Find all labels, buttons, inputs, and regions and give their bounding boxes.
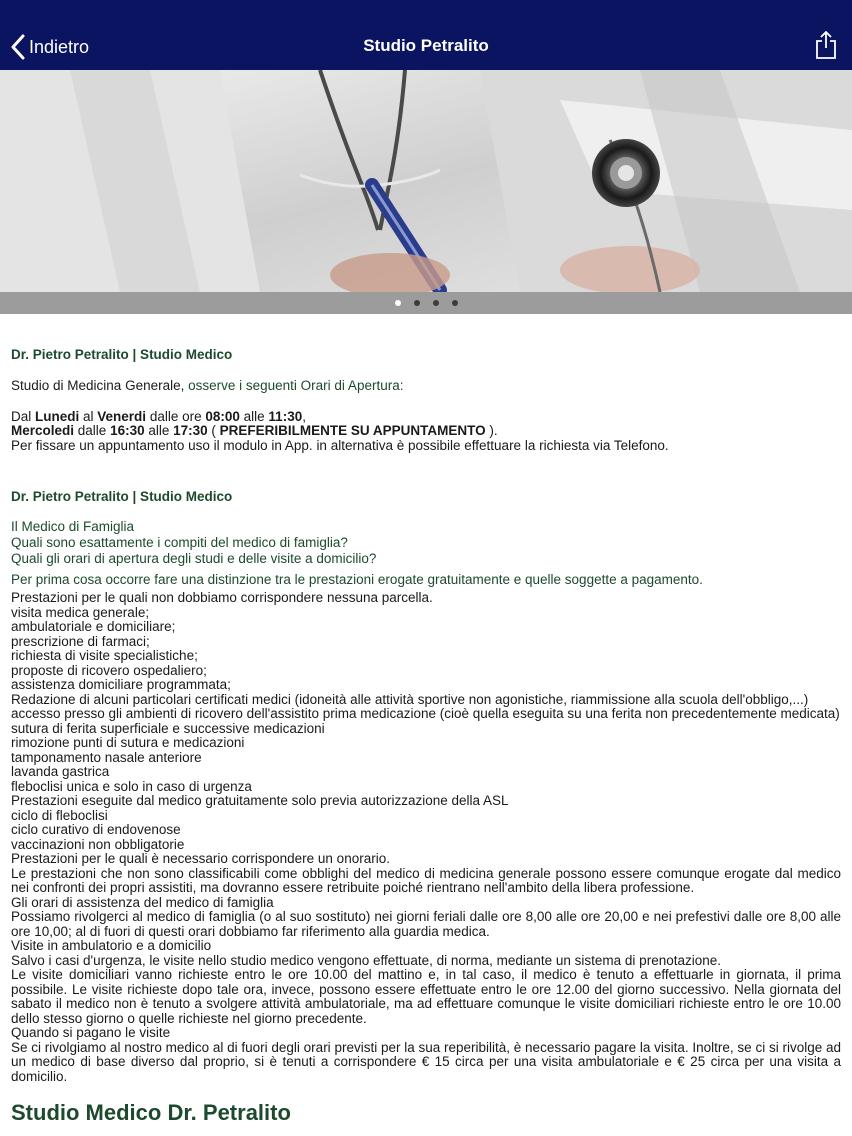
question-line: Quali gli orari di apertura degli studi e delle visite a domicilio? <box>11 551 377 566</box>
text-line: Redazione di alcuni particolari certificati medici (idoneità alle attività sportive non agonistiche, riammissione alla scuola dell'obbligo,...) <box>11 691 809 707</box>
text-line: ciclo curativo di endovenose <box>11 822 181 837</box>
hero-image-carousel[interactable] <box>0 70 852 292</box>
text-line: Prestazioni per le quali è necessario corrispondere un onorario. <box>11 851 390 866</box>
text-line: Quando si pagano le visite <box>11 1025 171 1040</box>
text-line: Visite in ambulatorio e a domicilio <box>11 938 212 953</box>
text-line: vaccinazioni non obbligatorie <box>11 836 185 852</box>
text-line: ciclo di fleboclisi <box>11 807 108 823</box>
text-line: Possiamo rivolgerci al medico di famiglia (o al suo sostituto) nei giorni feriali dalle ore 8,00 alle ore 20,00 e nei prefestivi dalle ore 8,00 alle ore 10,00; al di fuori di questi orari dobbiamo far riferimento alla guardia medica. <box>11 909 841 939</box>
doctor-stethoscope-photo <box>0 70 852 292</box>
text-line: richiesta di visite specialistiche; <box>11 648 198 663</box>
content-area[interactable] <box>0 314 852 1136</box>
services-text <box>11 591 841 1084</box>
lead-paragraph: Per prima cosa occorre fare una distinzione tra le prestazioni erogate gratuitamente e quelle soggette a pagamento. <box>11 572 703 587</box>
text-line: ambulatoriale e domiciliare; <box>11 619 176 634</box>
opening-hours-weekdays: Dal Lunedi al Venerdi dalle ore 08:00 alle 11:30, <box>11 408 306 424</box>
text-line: rimozione punti di sutura e medicazioni <box>11 735 245 750</box>
text-line: Gli orari di assistenza del medico di famiglia <box>11 894 274 910</box>
text-line: proposte di ricovero ospedaliero; <box>11 662 207 678</box>
page-title: Studio Petralito <box>363 36 489 55</box>
section-heading: Dr. Pietro Petralito | Studio Medico <box>11 347 233 362</box>
navigation-bar <box>0 0 852 70</box>
share-button[interactable] <box>814 30 838 60</box>
opening-hours-intro: Studio di Medicina Generale, osserve i seguenti Orari di Apertura: <box>11 378 404 393</box>
carousel-page-indicator[interactable] <box>0 292 852 314</box>
page-dot[interactable] <box>433 300 439 306</box>
text-line: Se ci rivolgiamo al nostro medico al di fuori degli orari previsti per la sua reperibilità, è necessario pagare la visita. Inoltre, se ci si rivolge ad un medico di base diverso dal proprio, si è tenuti a corrispondere € 15 circa per una visita ambulatoriale e € 25 circa per una visita a domicilio. <box>11 1039 841 1084</box>
text-line: assistenza domiciliare programmata; <box>11 677 231 692</box>
text-line: Le prestazioni che non sono classificabili come obblighi del medico di medicina generale possono essere comunque erogate dal medico nei confronti dei propri assistiti, ma dovranno essere retribuite poiché rientrano nell'ambito della libera professione. <box>11 865 841 895</box>
page-dot[interactable] <box>414 300 420 306</box>
section-heading-large: Studio Medico Dr. Petralito <box>11 1100 291 1125</box>
text-line: Le visite domiciliari vanno richieste entro le ore 10.00 del mattino e, in tal caso, il medico è tenuto a effettuarle in giornata, il prima possibile. Le visite richieste dopo tale ora, invece, possono essere effettuate entro le ore 12.00 del giorno successivo. Nella giornata del sabato il medico non è tenuto a svolgere attività ambulatoriale, ma ad effettuare comunque le visite domiciliari richieste entro le ore 10.00 dello stesso giorno o quelle richieste nel giorno precedente. <box>11 967 841 1026</box>
text-line: visita medica generale; <box>11 604 150 620</box>
page-dot-active[interactable] <box>395 300 401 306</box>
text-line: prescrizione di farmaci; <box>11 633 150 649</box>
back-button-label: Indietro <box>29 36 90 57</box>
text-line: Prestazioni eseguite dal medico gratuitamente solo previa autorizzazione della ASL <box>11 793 509 808</box>
section-heading: Dr. Pietro Petralito | Studio Medico <box>11 489 233 504</box>
question-line: Quali sono esattamente i compiti del medico di famiglia? <box>11 535 348 550</box>
opening-hours-wednesday: Mercoledi dalle 16:30 alle 17:30 ( PREFERIBILMENTE SU APPUNTAMENTO ). <box>11 423 498 438</box>
text-line: tamponamento nasale anteriore <box>11 749 202 765</box>
page-dot[interactable] <box>452 300 458 306</box>
back-button[interactable] <box>10 32 89 62</box>
text-line: sutura di ferita superficiale e successive medicazioni <box>11 720 325 736</box>
text-line: accesso presso gli ambienti di ricovero dell'assistito prima medicazione (cioè quella eseguita su una ferita non precedentemente medicata) <box>11 706 840 721</box>
text-line: fleboclisi unica e solo in caso di urgenza <box>11 778 252 794</box>
text-line: lavanda gastrica <box>11 764 110 779</box>
chevron-left-icon <box>10 34 26 60</box>
text-line: Salvo i casi d'urgenza, le visite nello studio medico vengono effettuate, di norma, mediante un sistema di prenotazione. <box>11 952 721 968</box>
share-icon <box>814 30 838 60</box>
appointment-info: Per fissare un appuntamento uso il modulo in App. in alternativa è possibile effettuare la richiesta via Telefono. <box>11 437 669 453</box>
text-line: Prestazioni per le quali non dobbiamo corrispondere nessuna parcella. <box>11 590 433 605</box>
question-line: Il Medico di Famiglia <box>11 519 135 534</box>
